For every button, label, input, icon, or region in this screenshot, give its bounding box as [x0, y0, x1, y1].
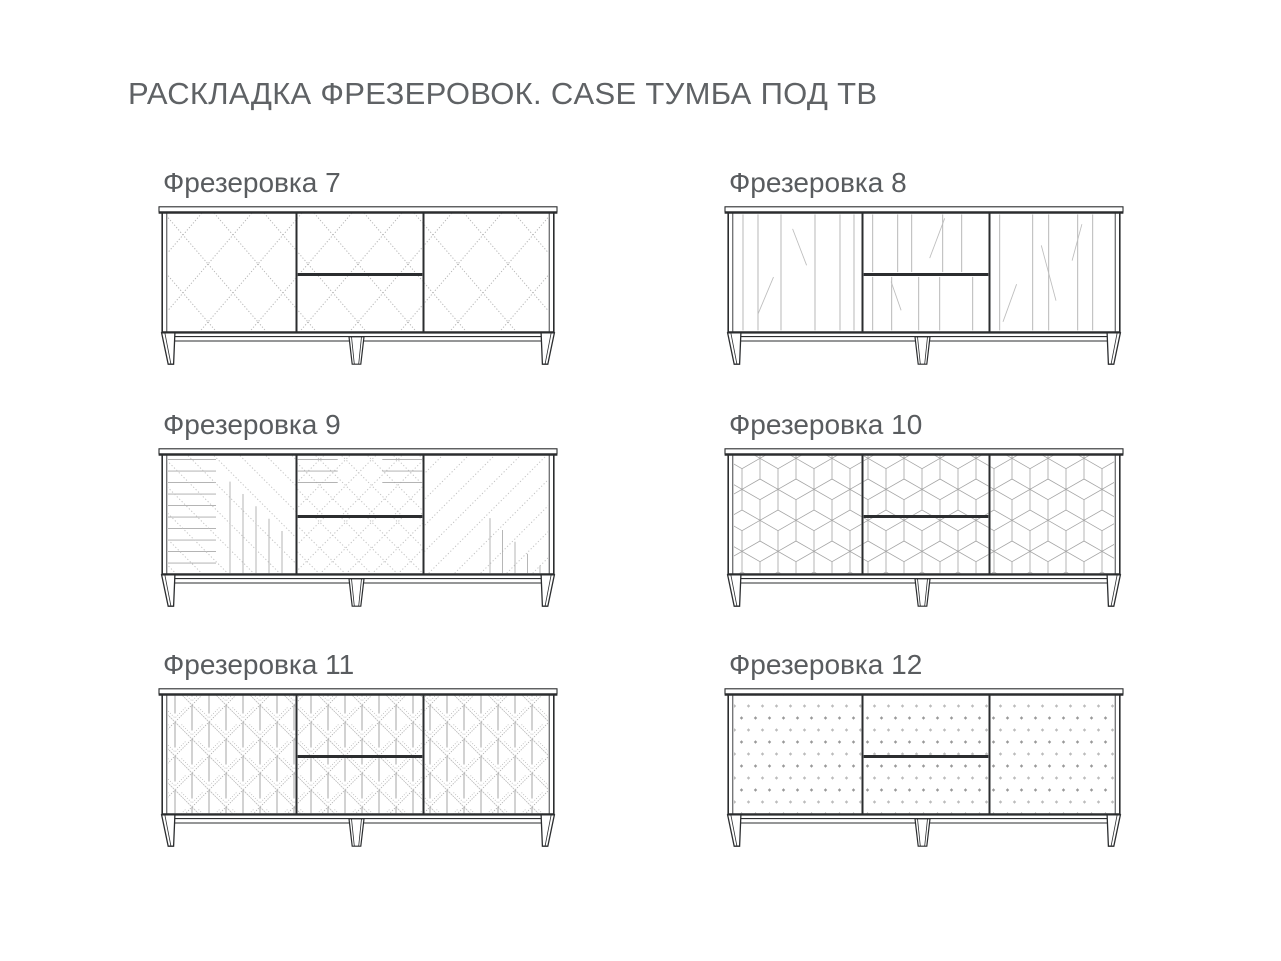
pattern-vertical-grain	[743, 214, 1093, 330]
left-door	[734, 456, 861, 574]
pattern-dot-grid	[734, 696, 1114, 814]
figure-dot-grid	[724, 650, 1124, 850]
drawer-top	[298, 214, 423, 273]
figure-label: Фрезеровка 11	[163, 649, 355, 680]
figure-leaf-diamond	[158, 650, 558, 850]
center-leg	[915, 337, 930, 364]
center-leg	[915, 819, 930, 846]
right-leg	[1107, 333, 1120, 364]
top-panel	[159, 449, 557, 454]
cabinet-drawing	[724, 688, 1124, 850]
left-door	[168, 696, 295, 814]
pattern-chevron-patchwork	[158, 456, 558, 574]
drawer-bottom	[298, 276, 423, 331]
page-title: РАСКЛАДКА ФРЕЗЕРОВОК. CASE ТУМБА ПОД ТВ	[128, 76, 878, 111]
left-leg	[162, 815, 175, 846]
cabinet-structure	[725, 207, 1124, 364]
cabinet-drawing	[158, 688, 558, 850]
right-door	[425, 696, 548, 814]
right-door	[991, 696, 1114, 814]
top-panel	[725, 449, 1123, 454]
drawer-top	[864, 456, 989, 515]
top-panel	[159, 689, 557, 694]
right-leg	[541, 815, 554, 846]
figure-label: Фрезеровка 10	[729, 409, 923, 440]
right-door	[991, 456, 1114, 574]
pattern-diamond-lattice	[168, 214, 548, 332]
pattern-cube-tessellation	[734, 456, 1114, 574]
left-leg	[728, 333, 741, 364]
figure-cube-tessellation	[724, 410, 1124, 610]
top-panel	[725, 207, 1123, 212]
cabinet-drawing	[724, 206, 1124, 368]
center-leg	[915, 579, 930, 606]
left-leg	[728, 575, 741, 606]
top-panel	[725, 689, 1123, 694]
cabinet-structure	[159, 449, 558, 606]
figure-chevron-patchwork	[158, 410, 558, 610]
figure-label: Фрезеровка 9	[163, 409, 341, 440]
left-leg	[162, 575, 175, 606]
left-door	[734, 696, 861, 814]
right-leg	[1107, 575, 1120, 606]
figure-label: Фрезеровка 12	[729, 649, 923, 680]
figure-label: Фрезеровка 8	[729, 167, 907, 198]
left-leg	[162, 333, 175, 364]
figure-diamond-lattice	[158, 168, 558, 368]
figure-label: Фрезеровка 7	[163, 167, 341, 198]
right-leg	[1107, 815, 1120, 846]
top-panel	[159, 207, 557, 212]
center-leg	[349, 579, 364, 606]
drawer-bottom	[864, 518, 989, 573]
drawer-top	[864, 696, 989, 755]
right-door	[425, 214, 548, 332]
left-leg	[728, 815, 741, 846]
pattern-leaf-diamond	[168, 696, 548, 814]
cabinet-drawing	[158, 206, 558, 368]
left-door	[168, 214, 295, 332]
cabinet-drawing	[158, 448, 558, 610]
drawer-bottom	[298, 758, 423, 813]
figure-vertical-grain	[724, 168, 1124, 368]
drawer-top	[298, 696, 423, 755]
right-leg	[541, 575, 554, 606]
right-leg	[541, 333, 554, 364]
cabinet-drawing	[724, 448, 1124, 610]
center-leg	[349, 337, 364, 364]
drawer-bottom	[864, 758, 989, 813]
center-leg	[349, 819, 364, 846]
